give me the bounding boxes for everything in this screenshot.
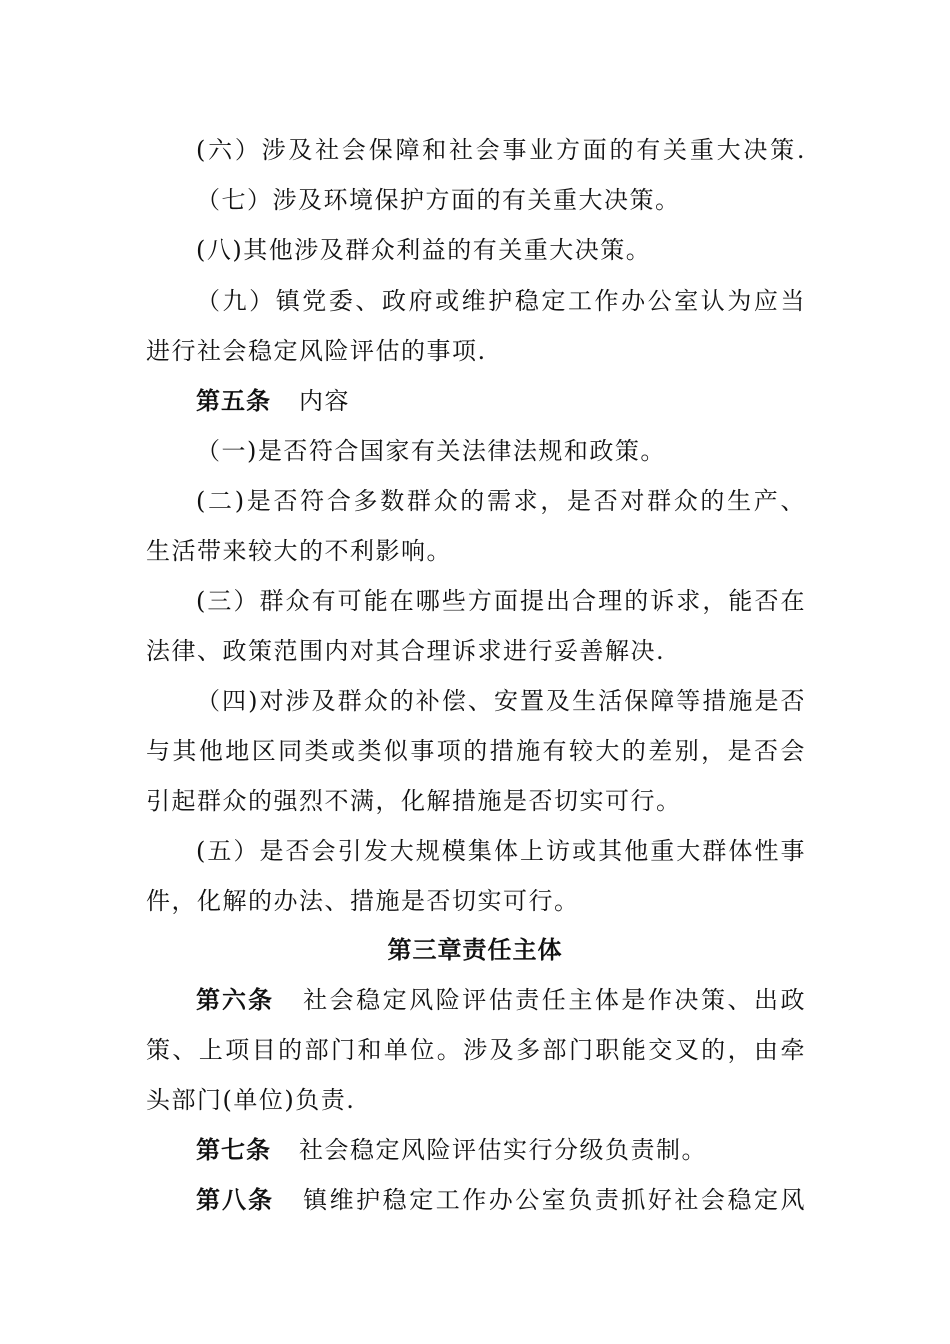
clause-8-line: (八)其他涉及群众利益的有关重大决策。 <box>196 236 652 264</box>
content-item-4-line-2: 与其他地区同类或类似事项的措施有较大的差别，是否会 <box>146 737 806 765</box>
content-item-4-line-1: （四)对涉及群众的补偿、安置及生活保障等措施是否 <box>196 687 806 715</box>
clause-9-line-2: 进行社会稳定风险评估的事项. <box>146 337 487 365</box>
article-8-number: 第八条 <box>196 1186 275 1214</box>
article-8-text: 镇维护稳定工作办公室负责抓好社会稳定风 <box>302 1186 807 1214</box>
clause-7-line: （七）涉及环境保护方面的有关重大决策。 <box>196 186 681 214</box>
clause-9-line-1: （九）镇党委、政府或维护稳定工作办公室认为应当 <box>196 287 806 315</box>
content-item-2-line-2: 生活带来较大的不利影响。 <box>146 537 452 565</box>
content-item-1: （一)是否符合国家有关法律法规和政策。 <box>196 437 666 465</box>
article-5-number: 第五条 <box>196 387 271 415</box>
article-7-text: 社会稳定风险评估实行分级负责制。 <box>299 1136 707 1164</box>
clause-6-line: (六）涉及社会保障和社会事业方面的有关重大决策. <box>196 136 806 164</box>
article-7-line <box>196 1130 806 1170</box>
content-item-4-line-3: 引起群众的强烈不满，化解措施是否切实可行。 <box>146 787 682 815</box>
article-6-line-1 <box>196 980 806 1020</box>
article-6-text: 社会稳定风险评估责任主体是作决策、出政 <box>302 986 807 1014</box>
article-6-number: 第六条 <box>196 986 275 1014</box>
article-5-heading <box>196 381 806 421</box>
article-6-line-2: 策、上项目的部门和单位。涉及多部门职能交叉的，由牵 <box>146 1036 806 1064</box>
article-5-title: 内容 <box>299 387 350 415</box>
content-item-5-line-1: (五）是否会引发大规模集体上访或其他重大群体性事 <box>196 837 806 865</box>
article-7-number: 第七条 <box>196 1136 271 1164</box>
content-item-5-line-2: 件，化解的办法、措施是否切实可行。 <box>146 887 580 915</box>
content-item-2-line-1: (二)是否符合多数群众的需求，是否对群众的生产、 <box>196 487 806 515</box>
content-item-3-line-1: (三）群众有可能在哪些方面提出合理的诉求，能否在 <box>196 587 806 615</box>
article-8-line <box>196 1180 806 1220</box>
chapter-heading: 第三章责任主体 <box>387 936 563 964</box>
article-6-line-3: 头部门(单位)负责. <box>146 1086 356 1114</box>
content-item-3-line-2: 法律、政策范围内对其合理诉求进行妥善解决. <box>146 637 666 665</box>
